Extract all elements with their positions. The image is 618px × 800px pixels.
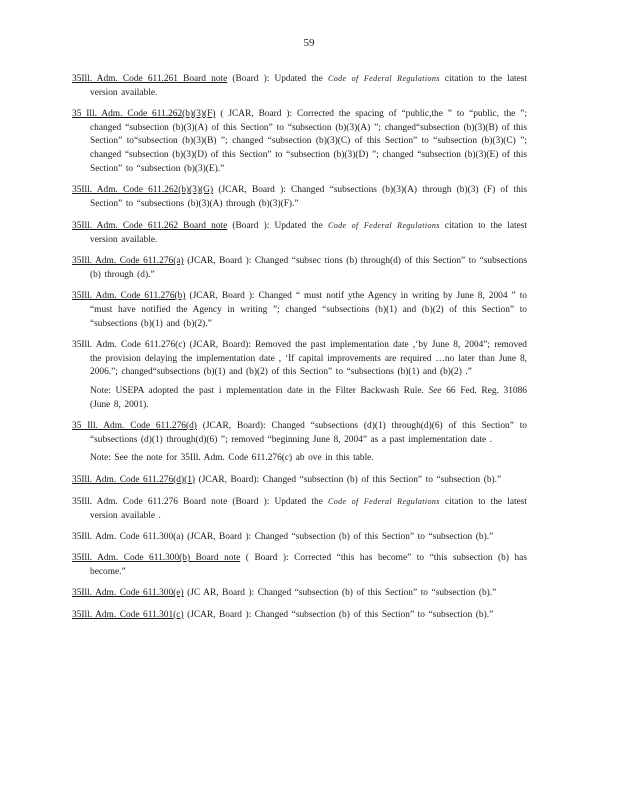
entry-citation: 35Ill. Adm. Code 611.276(a)	[72, 256, 184, 267]
cfr-title: Code of Federal Regulations	[327, 221, 440, 231]
entry-611-300-a	[72, 531, 527, 545]
entry-611-300-b-board-note	[72, 552, 527, 579]
entry-611-262-b3g	[72, 184, 527, 211]
entry-text: ( JCAR, Board ): Corrected the spacing of “public,the ” to “public, the ”; changed “subsection (b)(3)(A) of this Section” to “subsection (b)(3)(A) ”; changed“subsection (b)(3)(B) of this Section” to“subsection (b)(3)(B) ”; changed “subsection (b)(3)(C) of this Section” to “subsection (b)(3)(C) ”; changed “subsection (b)(3)(D) of this Section” to “subsection (b)(3)(D) ”; changed “subsection (b)(3)(E) of this Section” to “subsection (b)(3)(E).”	[90, 109, 527, 174]
entry-text: (JCAR, Board ): Changed “subsections (b)(3)(A) through (b)(3) (F) of this Section” to “subsections (b)(3)(A) through (b)(3)(F).”	[90, 185, 528, 209]
entry-text: (JCAR, Board ): Changed “subsection (b) of this Section” to “subsection (b).”	[187, 609, 494, 620]
entry-citation: 35Ill. Adm. Code 611.276(d)(1)	[72, 474, 196, 485]
entry-611-276-d	[72, 420, 527, 447]
amendment-table	[72, 72, 527, 630]
entry-citation: 35Ill. Adm. Code 611.300(e)	[72, 588, 184, 599]
cfr-title: Code of Federal Regulations	[327, 496, 440, 506]
page-number: 59	[303, 37, 315, 49]
entry-611-262-board-note: 35Ill. Adm. Code 611.262 Board note (Board ): Updated the Code of Federal Regulations citation to the latest version available.	[72, 221, 527, 245]
entry-citation: 35 Ill. Adm. Code 611.262(b)(3)(F)	[72, 109, 216, 119]
entry-611-276-b	[72, 290, 527, 331]
entry-text: (JCAR, Board): Changed “subsections (d)(1) through(d)(6) of this Section” to “subsections (d)(1) through(d)(6) ”; removed “beginning June 8, 2004” as a past implementation date .	[90, 420, 527, 445]
entry-citation: 35Ill. Adm. Code 611.262 Board note	[72, 221, 228, 232]
entry-text: 35Ill. Adm. Code 611.276(c) (JCAR, Board): Removed the past implementation date ,‘by June 8, 2004”; removed the provision delaying the implementation date , ‘If capital improvements are required …no later than June 8, 2006.”; changed“subsections (b)(1) and (b)(2) of this Section” to “subsections (b)(1) and (b)(2) .”	[72, 339, 527, 378]
entry-text: ( Board ): Corrected “this has become” to “this subsection (b) has become.”	[90, 553, 527, 577]
entry-611-301-c	[72, 609, 527, 623]
entry-text: (JCAR, Board ): Changed “subsec tions (b) through(d) of this Section” to “subsections (b) through (d).”	[90, 256, 527, 280]
entry-citation: 35Ill. Adm. Code 611.300(b) Board note	[72, 553, 241, 564]
note-see-above: Note: See the note for 35Ill. Adm. Code 611.276(c) ab ove in this table.	[90, 453, 374, 464]
entry-611-276-a	[72, 255, 527, 282]
entry-text: (JCAR, Board ): Changed “ must notif ythe Agency in writing by June 8, 2004 ” to “must have notified the Agency in writing ”; changed “subsections (b)(1) and (b)(2) of this Section” to “subsections (b)(1) and (b)(2).”	[90, 291, 527, 329]
entry-text: (JCAR, Board): Changed “subsection (b) of this Section” to “subsection (b).”	[198, 474, 502, 485]
cfr-title: Code of Federal Regulations	[327, 74, 440, 83]
entry-611-261-board-note: 35Ill. Adm. Code 611.261 Board note (Board ): Updated the Code of Federal Regulations citation to the latest version available.	[72, 74, 527, 98]
entry-citation: 35Ill. Adm. Code 611.262(b)(3)(G)	[72, 185, 214, 196]
entry-611-276-c	[72, 339, 527, 380]
entry-611-262-b3f	[72, 108, 527, 177]
entry-citation: 35 Ill. Adm. Code 611.276(d)	[72, 420, 197, 431]
entry-text: (JC AR, Board ): Changed “subsection (b) of this Section” to “subsection (b).”	[187, 588, 497, 599]
entry-citation: 35Ill. Adm. Code 611.276(b)	[72, 291, 186, 302]
entry-text: 35Ill. Adm. Code 611.300(a) (JCAR, Board ): Changed “subsection (b) of this Section” to “subsection (b).”	[72, 531, 494, 542]
entry-611-276-board-note: 35Ill. Adm. Code 611.276 Board note (Board ): Updated the Code of Federal Regulations citation to the latest version available .	[72, 496, 527, 521]
entry-611-276-d1	[72, 474, 527, 488]
entry-611-300-e	[72, 587, 527, 601]
entry-citation: 35Ill. Adm. Code 611.301(c)	[72, 609, 184, 620]
entry-citation: 35Ill. Adm. Code 611.261 Board note	[72, 74, 228, 84]
note-filter-backwash: Note: USEPA adopted the past i mplementation date in the Filter Backwash Rule. See 66 Fed. Reg. 31086 (June 8, 2001).	[90, 385, 527, 410]
